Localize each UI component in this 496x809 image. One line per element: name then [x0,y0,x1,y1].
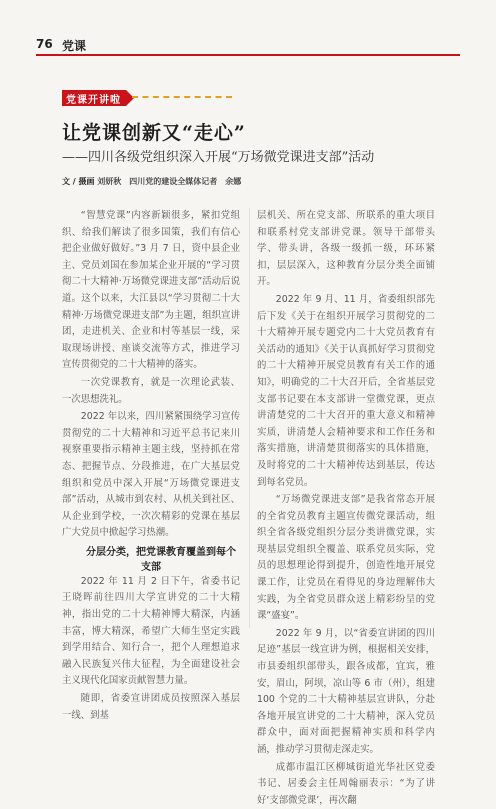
left-column [62,208,240,724]
banner-stripe [132,96,232,98]
paragraph: 2022 年 9 月，以“省委宣讲团的四川足迹”基层一线宣讲为例，根据相关安排，市县委组织部带头，跟各成都，宜宾，雅安，眉山，阿坝，凉山等 6 市（州），组建 100 个党的二十大精神基层宣讲队，分赴各地开展宣讲党的二十大精神，深入党员群众中，面对面把握精神实质和科学内涵，推动学习贯彻走深走实。 [257,627,435,755]
paragraph: “智慧党课”内容新颖很多，紧扣党组织、给我们解读了很多国策，我们有信心把企业做好做好。”3 月 7 日，资中县企业主、党员刘国在参加某企业开展的“学习贯彻二十大精神·万场微党课进支部”活动后说道。这个以来，大江县以“学习贯彻二十大精神·万场微党课进支部”为主题，组织宣讲团，走进机关、企业和村等基层一线，采取现场讲授、座谈交流等方式，推进学习宣传贯彻党的二十大精神的落实。 [62,210,240,371]
paragraph: 成都市温江区柳城街道光华社区党委书记、居委会主任周翰丽表示：“为了讲好‘支部微党课’，再次翻 [257,761,435,806]
column-divider [249,208,250,628]
header-rule [36,54,460,56]
byline [62,176,241,187]
paragraph: 随即，省委宣讲团成员按照深入基层一线、到基 [62,693,240,721]
page-number: 76 [36,37,53,51]
paragraph: 层机关、所在党支部、所联系的重大项目和联系村党支部讲党课。领导干部带头学、带头讲，各级一级抓一级，环环紧扣，层层深入，这种教育分层分类全面铺开。 [257,210,435,288]
right-column [257,208,435,809]
paragraph: 一次党课教育，就是一次理论武装、一次思想洗礼。 [62,376,240,405]
byline-authors: 刘妍秋 四川党的建设全媒体记者 余娜 [97,177,242,186]
paragraph: “万场微党课进支部”是我省常态开展的全省党员教育主题宣传微党课活动，组织全省各级党组织分层分类讲微党课，实现基层党组织全覆盖、联系党员实际，党员的思想理论得到提升，创造性地开展党课工作，让党员在看得见的身边理解伟大实践，为全省党员群众送上精彩纷呈的党课“盛宴”。 [257,494,435,622]
byline-label: 文 / 摄画 [62,177,95,186]
article-subtitle: ——四川各级党组织深入开展“万场微党课进支部”活动 [62,150,375,165]
section-subheading: 分层分类，把党课教育覆盖到每个支部 [86,546,236,573]
banner-label: 党课开讲啦 [66,95,121,106]
paragraph: 2022 年 9 月、11 月，省委组织部先后下发《关于在组织开展学习贯彻党的二十大精神开展专题党内二十大党员教育有关活动的通知》《关于认真抓好学习贯彻党的二十大精神开展党员教育有关工作的通知》，明确党的二十大召开后，全省基层党支部书记要在本支部讲一堂微党课，更点讲清楚党的二十大召开的重大意义和精神实质，讲清楚人会精神要求和工作任务和落实措施，讲清楚贯彻落实的具体措施，及时将党的二十大精神传达到基层，传达到每名党员。 [257,293,435,488]
paragraph: 2022 年 11 月 2 日下午，省委书记王晓晖前往四川大学宣讲党的二十大精神，指出党的二十大精神博大精深，内涵丰富，博大精深，希望广大师生坚定实践到学用结合、知行合一，把个人理想追求融入民族复兴伟大征程，为全面建设社会主义现代化国家贡献智慧力量。 [62,575,240,687]
section-label: 党课 [62,39,87,53]
column-banner [62,90,134,106]
article-title: 让党课创新又“走心” [62,122,246,144]
paragraph: 2022 年以来，四川紧紧围绕学习宣传贯彻党的二十大精神和习近平总书记来川视察重要指示精神主题主线，坚持抓在常态、把握节点、分段推进，在广大基层党组织和党员中深入开展“万场微党课进支部”活动，从城市到农村、从机关到社区、从企业到学校，一次次精彩的党课在基层广大党员中掀起学习热潮。 [62,411,240,539]
